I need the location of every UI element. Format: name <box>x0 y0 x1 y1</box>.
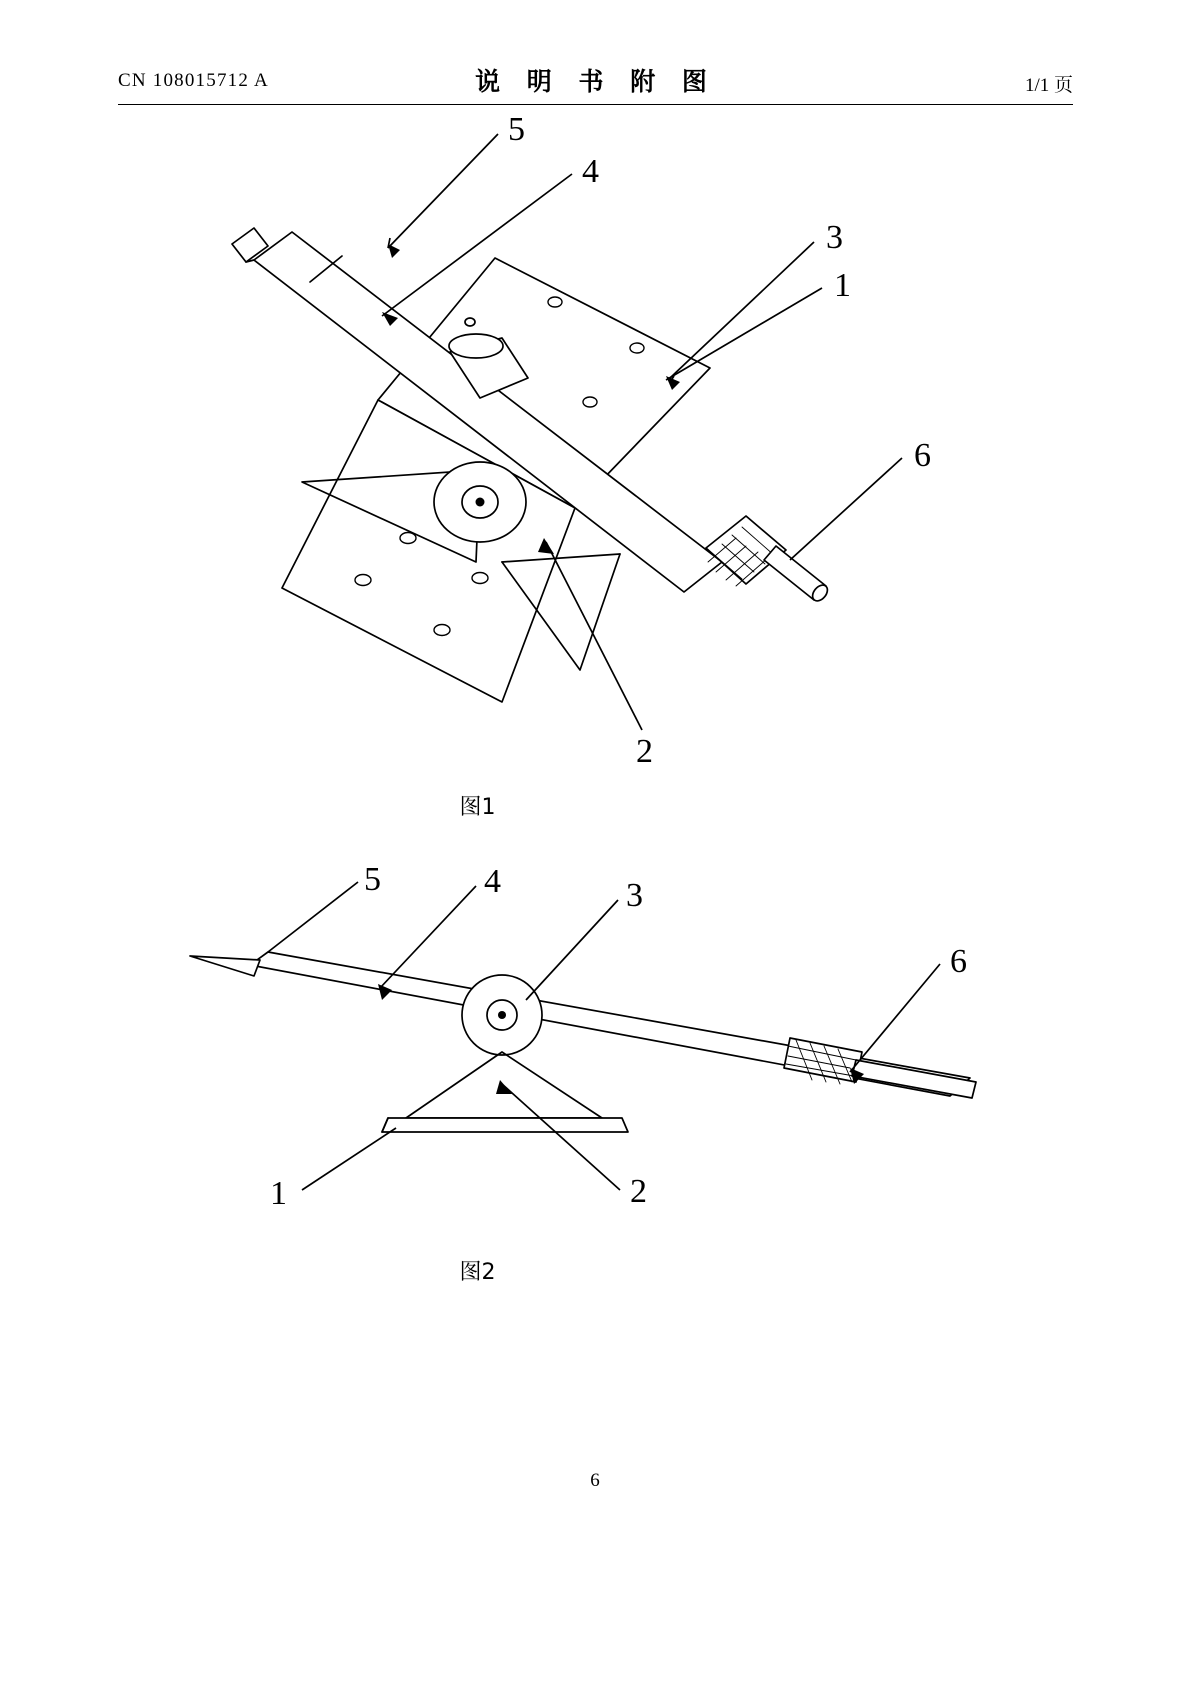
pivot-hub-side <box>462 975 542 1055</box>
callout-3: 3 <box>626 877 643 914</box>
callout-4: 4 <box>484 863 501 900</box>
header-divider <box>118 104 1073 105</box>
callout-6: 6 <box>950 943 967 980</box>
figure-1 <box>150 110 1050 790</box>
rod-right-side <box>852 1060 976 1098</box>
callout-3: 3 <box>826 219 843 256</box>
base-plate-side <box>382 1118 628 1132</box>
pivot-hub-2 <box>434 462 526 542</box>
callout-1: 1 <box>834 267 851 304</box>
callout-5: 5 <box>508 111 525 148</box>
footer-page-number: 6 <box>590 1470 600 1491</box>
knurled-grip-side <box>784 1038 862 1084</box>
figure-1-drawing <box>150 110 1050 790</box>
callout-2: 2 <box>636 733 653 770</box>
page-title: 说 明 书 附 图 <box>475 67 716 96</box>
figure-2-callout-labels <box>270 861 967 1212</box>
tip-left <box>190 956 260 976</box>
page-indicator: 1/1 页 <box>1024 75 1073 96</box>
figure-2-leaders <box>268 882 940 1190</box>
callout-1: 1 <box>270 1175 287 1212</box>
callout-5: 5 <box>364 861 381 898</box>
figure-2 <box>150 860 1050 1260</box>
page-header <box>118 62 1073 104</box>
publication-number: CN 108015712 A <box>118 70 269 91</box>
callout-2: 2 <box>630 1173 647 1210</box>
figure-1-caption: 图1 <box>459 795 496 820</box>
callout-4: 4 <box>582 153 599 190</box>
callout-6: 6 <box>914 437 931 474</box>
figure-2-caption: 图2 <box>459 1260 496 1285</box>
figure-2-drawing <box>150 860 1050 1260</box>
